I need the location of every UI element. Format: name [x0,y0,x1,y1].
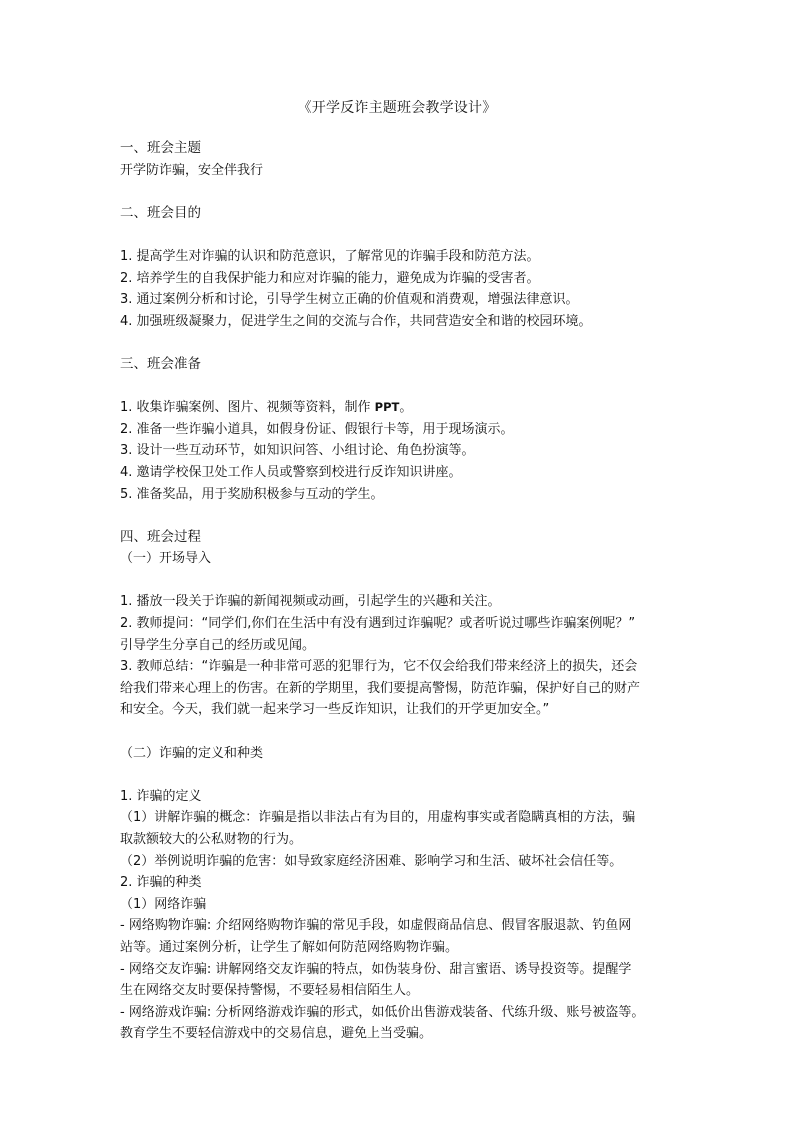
section-heading-preparation: 三、班会准备 [120,355,201,372]
purpose-item: 4. 加强班级凝聚力，促进学生之间的交流与合作，共同营造安全和谐的校园环境。 [120,313,592,329]
subsection-heading-definition: （二）诈骗的定义和种类 [120,745,264,761]
definition-line: 取款额较大的公私财物的行为。 [120,832,303,847]
definition-line: - 网络购物诈骗: 介绍网络购物诈骗的常见手段，如虚假商品信息、假冒客服退款、钓鱼网 [120,918,632,934]
definition-line: 站等。通过案例分析，让学生了解如何防范网络购物诈骗。 [120,939,459,955]
spacer [120,764,680,786]
preparation-item [120,397,680,419]
definition-line: 1. 诈骗的定义 [120,788,202,804]
definition-line: （1）网络诈骗 [120,896,207,912]
subsection-heading-opening: （一）开场导入 [120,551,212,567]
definition-line: （1）讲解诈骗的概念：诈骗是指以非法占有为目的，用虚构事实或者隐瞒真相的方法，骗 [120,810,636,826]
spacer [120,332,680,354]
preparation-item: 4. 邀请学校保卫处工作人员或警察到校进行反诈知识讲座。 [120,464,462,480]
definition-line: 教育学生不要轻信游戏中的交易信息，避免上当受骗。 [120,1026,433,1042]
section-heading-theme: 一、班会主题 [120,140,201,156]
section-heading-process: 四、班会过程 [120,528,201,545]
definition-line: 2. 诈骗的种类 [120,875,202,891]
definition-line: 生在网络交友时要保持警惕，不要轻易相信陌生人。 [120,983,420,999]
spacer [120,376,680,398]
preparation-item: 5. 准备奖品，用于奖励积极参与互动的学生。 [120,486,384,502]
spacer [120,224,680,246]
definition-line: - 网络交友诈骗: 讲解网络交友诈骗的特点，如伪装身份、甜言蜜语、诱导投资等。提醒学 [120,961,632,977]
purpose-item: 3. 通过案例分析和讨论，引导学生树立正确的价值观和消费观，增强法律意识。 [120,292,579,308]
preparation-item: 3. 设计一些互动环节，如知识问答、小组讨论、角色扮演等。 [120,443,475,459]
spacer [120,570,680,592]
opening-line: 给我们带来心理上的伤害。在新的学期里，我们要提高警惕，防范诈骗，保护好自己的财产 [120,680,641,696]
purpose-item: 1. 提高学生对诈骗的认识和防范意识，了解常见的诈骗手段和防范方法。 [120,248,540,264]
opening-line: 2. 教师提问：“同学们,你们在生活中有没有遇到过诈骗呢？或者听说过哪些诈骗案例呢？” [120,616,636,632]
opening-line: 和安全。今天，我们就一起来学习一些反诈知识，让我们的开学更加安全。” [120,702,550,718]
preparation-item: 2. 准备一些诈骗小道具，如假身份证、假银行卡等，用于现场演示。 [120,421,514,437]
opening-line: 1. 播放一段关于诈骗的新闻视频或动画，引起学生的兴趣和关注。 [120,594,501,610]
ppt-label: PPT [374,400,400,415]
definition-line: （2）举例说明诈骗的危害：如导致家庭经济困难、影响学习和生活、破坏社会信任等。 [120,853,623,869]
preparation-item-text: 1. 收集诈骗案例、图片、视频等资料，制作 [120,400,375,416]
opening-line: 3. 教师总结：“诈骗是一种非常可恶的犯罪行为，它不仅会给我们带来经济上的损失，还会 [120,659,638,675]
spacer [120,505,680,527]
definition-line: - 网络游戏诈骗: 分析网络游戏诈骗的形式，如低价出售游戏装备、代练升级、账号被盗等。 [120,1004,645,1020]
section-heading-purpose: 二、班会目的 [120,204,201,221]
spacer [120,181,680,203]
document-body [120,138,680,1045]
purpose-item: 2. 培养学生的自我保护能力和应对诈骗的能力，避免成为诈骗的受害者。 [120,270,540,286]
theme-text: 开学防诈骗，安全伴我行 [120,162,264,178]
spacer [120,721,680,743]
preparation-item-end: 。 [399,400,413,416]
document-title: 《开学反诈主题班会教学设计》 [297,100,497,116]
opening-line: 引导学生分享自己的经历或见闻。 [120,637,316,653]
